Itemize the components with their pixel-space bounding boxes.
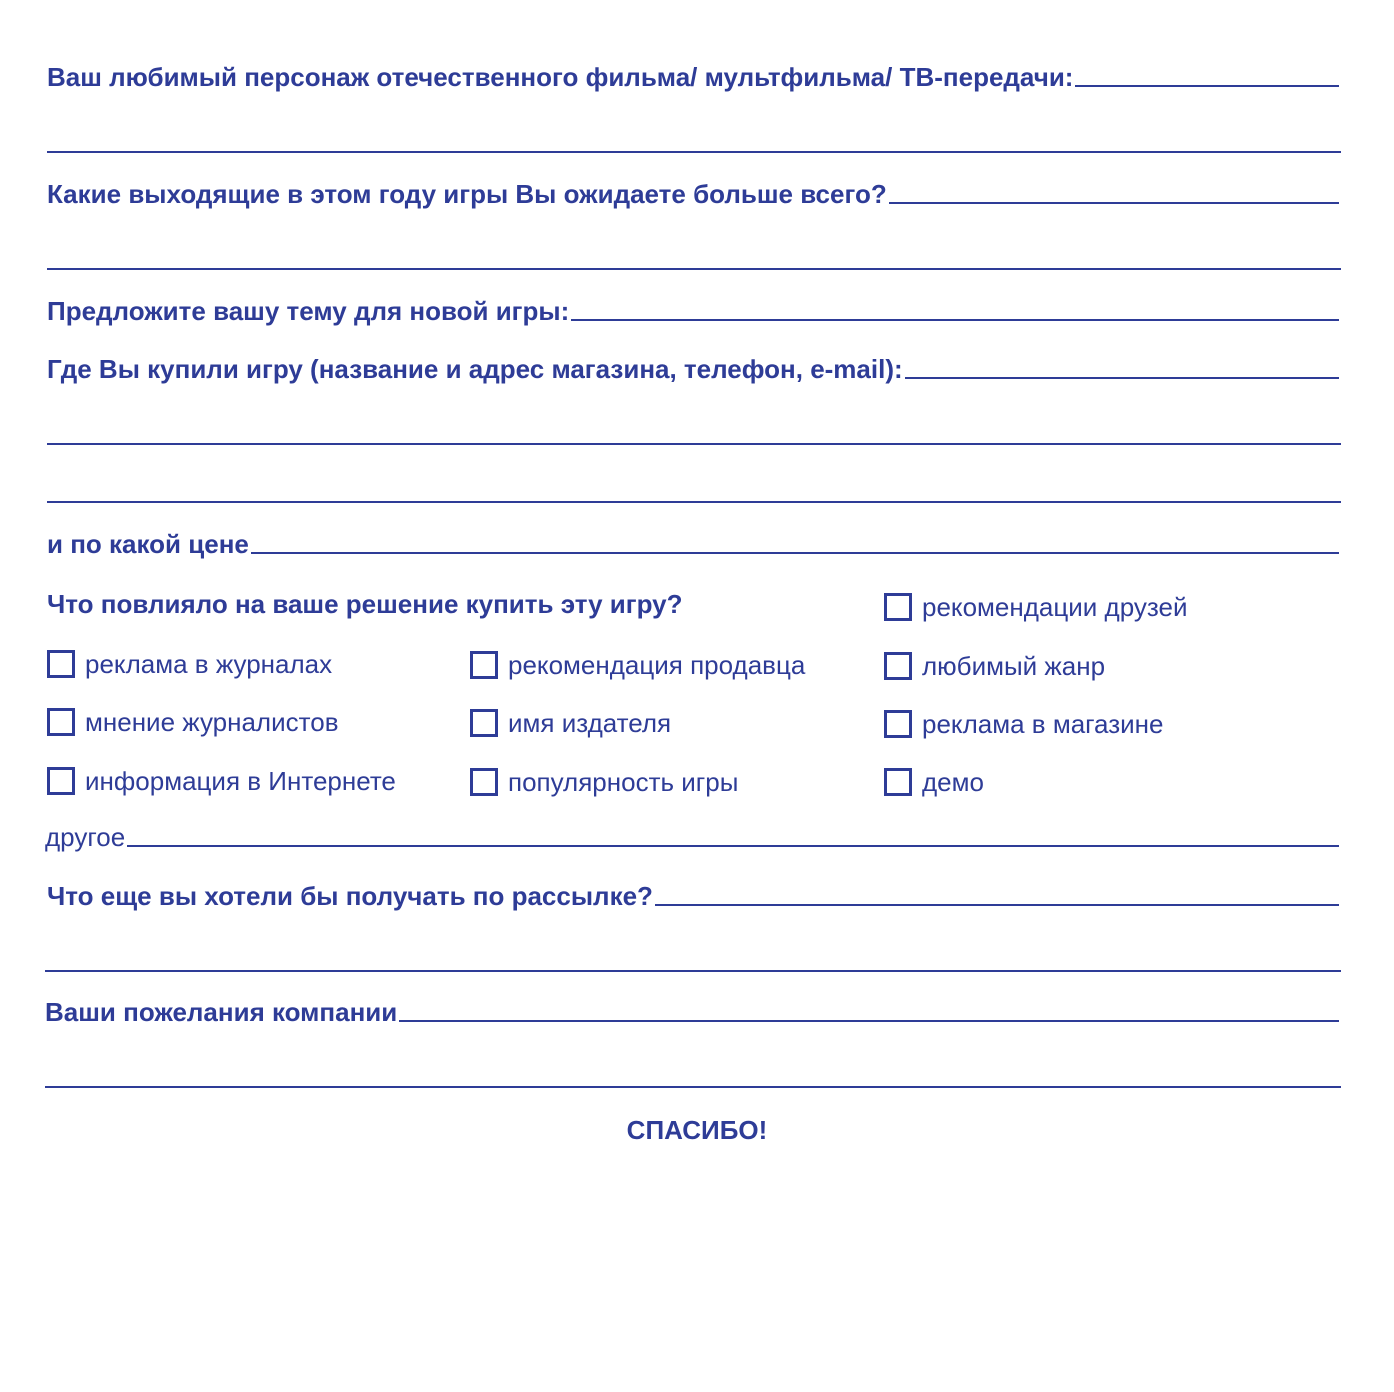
option-publisher[interactable]: имя издателя (470, 708, 671, 738)
option-seller[interactable]: рекомендация продавца (470, 650, 805, 680)
option-internet[interactable]: информация в Интернете (47, 766, 396, 796)
answer-line[interactable] (399, 1020, 1339, 1022)
checkbox[interactable] (884, 652, 912, 680)
answer-line[interactable] (251, 552, 1339, 554)
option-magazine-ads[interactable]: реклама в журналах (47, 649, 332, 679)
checkbox[interactable] (470, 768, 498, 796)
checkbox[interactable] (470, 709, 498, 737)
checkbox[interactable] (884, 768, 912, 796)
answer-line[interactable] (655, 904, 1339, 906)
answer-line[interactable] (47, 443, 1341, 445)
option-friends[interactable]: рекомендации друзей (884, 592, 1187, 622)
answer-line[interactable] (45, 970, 1341, 972)
option-store-ads[interactable]: реклама в магазине (884, 709, 1164, 739)
question-wishes: Ваши пожелания компании (45, 997, 1339, 1027)
question-price: и по какой цене (47, 529, 1339, 559)
question-mailing: Что еще вы хотели бы получать по рассылке? (47, 881, 1339, 911)
checkbox[interactable] (47, 708, 75, 736)
answer-line[interactable] (47, 268, 1341, 270)
answer-line[interactable] (1075, 85, 1339, 87)
answer-line[interactable] (45, 1086, 1341, 1088)
checkbox[interactable] (47, 767, 75, 795)
question-expected-games: Какие выходящие в этом году игры Вы ожидаете больше всего? (47, 179, 1339, 209)
question-other: другое (45, 822, 1339, 852)
option-popularity[interactable]: популярность игры (470, 767, 738, 797)
option-demo[interactable]: демо (884, 767, 984, 797)
checkbox[interactable] (47, 650, 75, 678)
checkbox[interactable] (884, 593, 912, 621)
answer-line[interactable] (47, 151, 1341, 153)
checkbox[interactable] (470, 651, 498, 679)
answer-line[interactable] (47, 501, 1341, 503)
option-genre[interactable]: любимый жанр (884, 651, 1105, 681)
answer-line[interactable] (127, 845, 1339, 847)
question-purchase-reason: Что повлияло на ваше решение купить эту игру? (47, 589, 683, 619)
checkbox[interactable] (884, 710, 912, 738)
question-favorite-character: Ваш любимый персонаж отечественного фильма/ мультфильма/ ТВ-передачи: (47, 62, 1339, 92)
answer-line[interactable] (889, 202, 1339, 204)
question-purchase-place: Где Вы купили игру (название и адрес магазина, телефон, e-mail): (47, 354, 1339, 384)
answer-line[interactable] (905, 377, 1339, 379)
thanks-text: СПАСИБО! (626, 1115, 768, 1145)
option-journalists[interactable]: мнение журналистов (47, 707, 339, 737)
question-new-game-theme: Предложите вашу тему для новой игры: (47, 296, 1339, 326)
answer-line[interactable] (571, 319, 1339, 321)
